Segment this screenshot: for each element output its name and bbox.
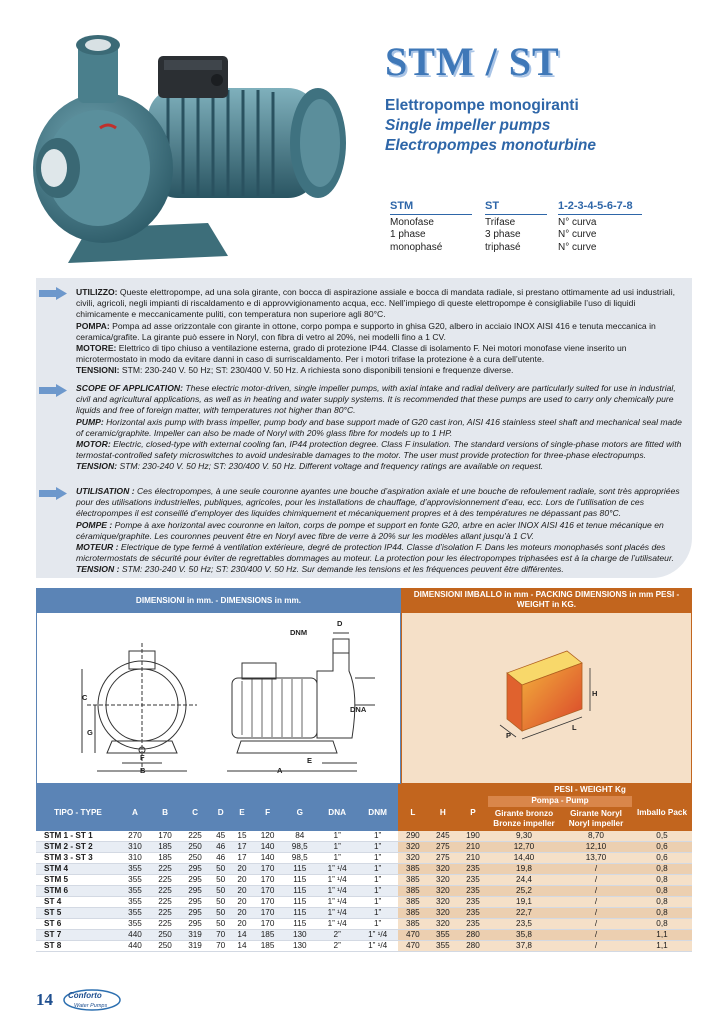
cell-h: 320 — [428, 919, 458, 930]
text-french — [76, 486, 686, 576]
th-d: D — [210, 796, 231, 831]
cell-b: 225 — [150, 864, 180, 875]
legend-curve — [558, 200, 642, 254]
cell-p: 235 — [458, 908, 488, 919]
label-f: F — [140, 753, 145, 762]
pompe-text: Pompe à axe horizontal avec couronne en laiton, corps de pompe et support en fonte G20, arbre en acier INOX AISI 416 et tenue mécanique en céramique/graphite. Les couronnes peuvent être en Noryl avec fibre de verre à 20% sur les modèles allant jusqu’à 1 CV. — [76, 519, 664, 541]
legend-stm-l2: 1 phase — [390, 229, 426, 240]
cell-b: 225 — [150, 897, 180, 908]
cell-d: 50 — [210, 919, 231, 930]
cell-c: 295 — [180, 908, 210, 919]
label-dna: DNA — [350, 705, 367, 714]
th-b: B — [150, 796, 180, 831]
cell-tipo: STM 6 — [36, 886, 120, 897]
cell-d: 50 — [210, 875, 231, 886]
cell-nr: / — [560, 897, 632, 908]
cell-e: 20 — [231, 886, 252, 897]
scope-text: These electric motor-driven, single impeller pumps, with axial intake and radial delivery are particularly suited for use in industrial, civil and agricultural applications, as well as in heating and water supply systems. It is recommended that these pumps are used to carry only chemically pure liquids and free of foreign matter, with temperatures not higher than 80°C. — [76, 383, 676, 416]
cell-pk: 0,8 — [632, 875, 692, 886]
cell-dna: 1” — [317, 842, 357, 853]
cell-nr: / — [560, 941, 632, 952]
cell-h: 275 — [428, 842, 458, 853]
pompe-heading: POMPE : — [76, 519, 113, 530]
cell-e: 15 — [231, 831, 252, 842]
cell-a: 355 — [120, 919, 150, 930]
cell-a: 440 — [120, 930, 150, 941]
legend-stm — [390, 200, 472, 254]
cell-dna: 1” ¹/4 — [317, 886, 357, 897]
cell-pk: 0,8 — [632, 919, 692, 930]
th-imballo: Imballo Pack — [632, 796, 692, 831]
label-c: C — [82, 693, 88, 702]
cell-b: 170 — [150, 831, 180, 842]
table-row — [36, 919, 692, 930]
logo-text: Conforto — [68, 991, 102, 1000]
arrow-icon — [38, 487, 68, 500]
pump-heading: PUMP: — [76, 416, 104, 427]
cell-dna: 1” ¹/4 — [317, 864, 357, 875]
cell-g: 115 — [283, 886, 317, 897]
cell-a: 355 — [120, 875, 150, 886]
cell-dnm: 1” — [357, 831, 397, 842]
th-l: L — [398, 796, 428, 831]
cell-l: 385 — [398, 919, 428, 930]
cell-a: 270 — [120, 831, 150, 842]
cell-p: 235 — [458, 886, 488, 897]
cell-d: 50 — [210, 886, 231, 897]
th-a: A — [120, 796, 150, 831]
legend-curve-l2: N° curve — [558, 229, 597, 240]
table-row — [36, 930, 692, 941]
pump-outline-drawing — [37, 613, 400, 783]
cell-nr: / — [560, 875, 632, 886]
cell-a: 310 — [120, 842, 150, 853]
cell-bz: 12,70 — [488, 842, 560, 853]
cell-p: 190 — [458, 831, 488, 842]
legend-st — [485, 200, 547, 254]
cell-l: 385 — [398, 864, 428, 875]
cell-bz: 22,7 — [488, 908, 560, 919]
cell-g: 84 — [283, 831, 317, 842]
arrow-icon — [38, 384, 68, 397]
table-row — [36, 842, 692, 853]
cell-f: 170 — [253, 919, 283, 930]
label-b: B — [140, 766, 146, 775]
cell-a: 355 — [120, 908, 150, 919]
cell-bz: 19,8 — [488, 864, 560, 875]
cell-l: 385 — [398, 897, 428, 908]
cell-d: 50 — [210, 864, 231, 875]
cell-c: 295 — [180, 886, 210, 897]
cell-a: 355 — [120, 897, 150, 908]
cell-e: 17 — [231, 842, 252, 853]
cell-e: 20 — [231, 864, 252, 875]
cell-c: 295 — [180, 897, 210, 908]
cell-dna: 2” — [317, 930, 357, 941]
cell-tipo: STM 2 - ST 2 — [36, 842, 120, 853]
cell-tipo: ST 5 — [36, 908, 120, 919]
cell-nr: / — [560, 886, 632, 897]
cell-d: 46 — [210, 842, 231, 853]
scope-heading: SCOPE OF APPLICATION: — [76, 383, 183, 393]
th-h: H — [428, 796, 458, 831]
label-p: P — [506, 731, 512, 740]
cell-l: 385 — [398, 886, 428, 897]
cell-c: 250 — [180, 842, 210, 853]
label-g: G — [87, 728, 93, 737]
cell-dnm: 1” — [357, 842, 397, 853]
cell-p: 280 — [458, 941, 488, 952]
cell-b: 185 — [150, 842, 180, 853]
tension-fr-text: STM: 230-240 V. 50 Hz; ST: 230/400 V. 50 Hz. Sur demande les tensions et les fréquences peuvent être différentes. — [119, 564, 564, 575]
dimensions-table — [36, 784, 692, 952]
cell-a: 440 — [120, 941, 150, 952]
cell-c: 295 — [180, 875, 210, 886]
dimension-drawing — [36, 612, 401, 784]
cell-d: 45 — [210, 831, 231, 842]
cell-e: 20 — [231, 919, 252, 930]
label-h: H — [592, 689, 598, 698]
cell-dnm: 1” — [357, 853, 397, 864]
cell-p: 210 — [458, 853, 488, 864]
page-number: 14 — [36, 990, 53, 1009]
cell-b: 225 — [150, 886, 180, 897]
table-row — [36, 853, 692, 864]
legend-curve-head: 1-2-3-4-5-6-7-8 — [558, 200, 642, 215]
cell-nr: / — [560, 908, 632, 919]
label-l: L — [572, 723, 577, 732]
label-e: E — [307, 756, 313, 765]
pompa-text: Pompa ad asse orizzontale con girante in ottone, corpo pompa e supporto in ghisa G20, albero in acciaio INOX AISI 416 e tenuta meccanica in ceramica/grafite. La girante può essere in Noryl, con fibra di vetro al 20%, nei modelli fino a 1 CV. — [76, 320, 656, 342]
legend-stm-head: STM — [390, 200, 472, 215]
table-row — [36, 897, 692, 908]
cell-bz: 19,1 — [488, 897, 560, 908]
table-row — [36, 908, 692, 919]
cell-dnm: 1” — [357, 886, 397, 897]
cell-bz: 24,4 — [488, 875, 560, 886]
moteur-text: Electrique de type fermé à ventilation extérieure, degré de protection IP44. Classe d’isolation F. Dans les moteurs monophasés sont placés des microtermostats de sécurité pour éviter de regrettables dommages au moteur. La protection pour les électropompes triphasées est à la charge de l’utilisateur. — [76, 542, 674, 564]
legend-curve-l3: N° curve — [558, 241, 597, 253]
cell-dnm: 1” — [357, 897, 397, 908]
motore-heading: MOTORE: — [76, 343, 117, 354]
th-pompa: Pompa - Pump — [488, 796, 632, 807]
th-noryl: Girante Noryl Noryl impeller — [560, 807, 632, 831]
cell-pk: 0,5 — [632, 831, 692, 842]
cell-nr: 12,10 — [560, 842, 632, 853]
motore-text: Elettrico di tipo chiuso a ventilazione esterna, grado di protezione IP44. Classe di isolamento F. Nei motori monofase viene inserito un microtermostato in modo da evitare danni in caso di surriscaldamento. Per i motori trifase la protezione è a cura dell’utente. — [76, 343, 627, 365]
cell-b: 250 — [150, 941, 180, 952]
cell-d: 50 — [210, 908, 231, 919]
cell-p: 235 — [458, 919, 488, 930]
cell-p: 235 — [458, 897, 488, 908]
label-a: A — [277, 766, 283, 775]
legend-st-l1: Trifase — [485, 216, 516, 228]
table-row — [36, 886, 692, 897]
legend-st-l2: 3 phase — [485, 229, 521, 240]
cell-g: 115 — [283, 864, 317, 875]
cell-p: 280 — [458, 930, 488, 941]
cell-p: 235 — [458, 864, 488, 875]
cell-l: 320 — [398, 853, 428, 864]
cell-f: 120 — [253, 831, 283, 842]
cell-g: 130 — [283, 941, 317, 952]
cell-bz: 35,8 — [488, 930, 560, 941]
cell-f: 170 — [253, 908, 283, 919]
moteur-heading: MOTEUR : — [76, 542, 119, 553]
th-e: E — [231, 796, 252, 831]
th-bronze: Girante bronzo Bronze impeller — [488, 807, 560, 831]
cell-h: 355 — [428, 930, 458, 941]
cell-dna: 1” — [317, 853, 357, 864]
cell-c: 295 — [180, 864, 210, 875]
cell-f: 140 — [253, 842, 283, 853]
cell-h: 275 — [428, 853, 458, 864]
cell-e: 20 — [231, 875, 252, 886]
th-f: F — [253, 796, 283, 831]
logo-subtext: Water Pumps — [74, 1003, 108, 1009]
cell-bz: 37,8 — [488, 941, 560, 952]
cell-f: 170 — [253, 886, 283, 897]
utilizzo-heading: UTILIZZO: — [76, 287, 118, 297]
cell-c: 319 — [180, 941, 210, 952]
cell-e: 20 — [231, 908, 252, 919]
legend-stm-l3: monophasé — [390, 241, 443, 253]
tension-text: STM: 230-240 V. 50 Hz; ST: 230/400 V. 50 Hz. Different voltage and frequency ratings are available on request. — [117, 461, 544, 472]
cell-f: 170 — [253, 864, 283, 875]
cell-tipo: STM 1 - ST 1 — [36, 831, 120, 842]
cell-l: 470 — [398, 941, 428, 952]
packing-box-illustration — [402, 613, 691, 783]
motor-heading: MOTOR: — [76, 439, 111, 450]
cell-g: 115 — [283, 908, 317, 919]
tension-fr-heading: TENSION : — [76, 564, 120, 575]
cell-g: 130 — [283, 930, 317, 941]
table-row — [36, 875, 692, 886]
cell-tipo: ST 8 — [36, 941, 120, 952]
cell-pk: 1,1 — [632, 930, 692, 941]
cell-d: 46 — [210, 853, 231, 864]
label-d: D — [337, 619, 343, 628]
cell-c: 319 — [180, 930, 210, 941]
cell-pk: 0,8 — [632, 886, 692, 897]
th-p: P — [458, 796, 488, 831]
cell-tipo: STM 3 - ST 3 — [36, 853, 120, 864]
cell-f: 140 — [253, 853, 283, 864]
cell-h: 320 — [428, 875, 458, 886]
cell-b: 225 — [150, 875, 180, 886]
cell-f: 185 — [253, 941, 283, 952]
cell-nr: / — [560, 864, 632, 875]
cell-l: 320 — [398, 842, 428, 853]
subtitle-italian: Elettropompe monogiranti — [385, 97, 579, 114]
cell-p: 235 — [458, 875, 488, 886]
cell-e: 20 — [231, 897, 252, 908]
th-pesi: PESI - WEIGHT Kg — [488, 784, 692, 796]
cell-g: 115 — [283, 875, 317, 886]
cell-pk: 1,1 — [632, 941, 692, 952]
cell-bz: 14,40 — [488, 853, 560, 864]
cell-c: 295 — [180, 919, 210, 930]
cell-f: 170 — [253, 897, 283, 908]
cell-pk: 0,6 — [632, 853, 692, 864]
cell-e: 14 — [231, 930, 252, 941]
arrow-icon — [38, 287, 68, 300]
cell-dnm: 1” ¹/4 — [357, 941, 397, 952]
utilisation-heading: UTILISATION : — [76, 486, 135, 496]
legend-stm-l1: Monofase — [390, 216, 434, 228]
cell-l: 470 — [398, 930, 428, 941]
cell-b: 185 — [150, 853, 180, 864]
cell-c: 225 — [180, 831, 210, 842]
tensioni-text: STM: 230-240 V. 50 Hz; ST: 230/400 V. 50 Hz. A richiesta sono disponibili tensioni e frequenze diverse. — [119, 365, 514, 376]
cell-nr: / — [560, 919, 632, 930]
subtitle-french: Electropompes monoturbine — [385, 137, 596, 154]
utilisation-text: Ces électropompes, à une seule couronne ayantes une bouche d’aspiration axiale et une bouche de refoulement radiale, sont très appropriées pour des utilisations industrielles, publiques, agricoles, pour les installations de chauffage, d’approvisionnement d’eau, ecc. Lors de l’utilisation de ces électropompes il est conseillé d’employer des liquides chimiquement et mécaniquement propres et à des températures ne dépassant pas 80°C. — [76, 486, 680, 519]
cell-l: 385 — [398, 875, 428, 886]
cell-dna: 1” — [317, 831, 357, 842]
cell-h: 320 — [428, 908, 458, 919]
cell-b: 250 — [150, 930, 180, 941]
cell-dnm: 1” — [357, 864, 397, 875]
cell-dna: 1” ¹/4 — [317, 908, 357, 919]
packing-header: DIMENSIONI IMBALLO in mm - PACKING DIMENSIONS in mm PESI - WEIGHT in KG. — [401, 588, 692, 612]
cell-bz: 9,30 — [488, 831, 560, 842]
cell-dna: 1” ¹/4 — [317, 875, 357, 886]
cell-e: 14 — [231, 941, 252, 952]
cell-g: 115 — [283, 919, 317, 930]
cell-dnm: 1” — [357, 875, 397, 886]
cell-d: 70 — [210, 930, 231, 941]
cell-pk: 0,6 — [632, 842, 692, 853]
cell-f: 170 — [253, 875, 283, 886]
cell-a: 355 — [120, 886, 150, 897]
cell-a: 310 — [120, 853, 150, 864]
cell-b: 225 — [150, 919, 180, 930]
cell-h: 320 — [428, 897, 458, 908]
cell-g: 98,5 — [283, 853, 317, 864]
table-row — [36, 831, 692, 842]
cell-dna: 1” ¹/4 — [317, 897, 357, 908]
pump-text: Horizontal axis pump with brass impeller, pump body and base support made of G20 cast iron, AISI 416 stainless steel shaft and mechanical seal made of ceramic/graphite. Impeller can also be made of Noryl with 20% glass fibre for models up to 1 HP. — [76, 416, 682, 438]
pump-photo — [28, 18, 373, 273]
cell-dnm: 1” — [357, 908, 397, 919]
cell-p: 210 — [458, 842, 488, 853]
tensioni-heading: TENSIONI: — [76, 365, 120, 376]
th-g: G — [283, 796, 317, 831]
cell-h: 320 — [428, 886, 458, 897]
th-c: C — [180, 796, 210, 831]
cell-tipo: STM 4 — [36, 864, 120, 875]
cell-bz: 23,5 — [488, 919, 560, 930]
legend-st-l3: triphasé — [485, 241, 521, 253]
cell-b: 225 — [150, 908, 180, 919]
cell-e: 17 — [231, 853, 252, 864]
cell-tipo: STM 5 — [36, 875, 120, 886]
th-dnm: DNM — [357, 796, 397, 831]
cell-pk: 0,8 — [632, 908, 692, 919]
subtitle-english: Single impeller pumps — [385, 117, 551, 134]
cell-h: 320 — [428, 864, 458, 875]
cell-d: 50 — [210, 897, 231, 908]
cell-bz: 25,2 — [488, 886, 560, 897]
cell-l: 290 — [398, 831, 428, 842]
text-english — [76, 383, 686, 473]
cell-d: 70 — [210, 941, 231, 952]
table-row — [36, 941, 692, 952]
cell-nr: / — [560, 930, 632, 941]
table-row — [36, 864, 692, 875]
text-italian — [76, 287, 686, 377]
dimensions-header: DIMENSIONI in mm. - DIMENSIONS in mm. — [36, 588, 401, 612]
utilizzo-text: Queste elettropompe, ad una sola girante, con bocca di aspirazione assiale e bocca di mandata radiale, si prestano ottimamente ad usi industriali, civili, agricoli, negli impianti di riscaldamento e di approvvigionamento acqua, ecc. Nell’impiego di queste elettropompe è consigliabile l’uso di liquidi chimicamente e meccanicamente puliti, con temperatura non superiore agli 80°C. — [76, 287, 676, 320]
cell-dna: 2” — [317, 941, 357, 952]
cell-tipo: ST 4 — [36, 897, 120, 908]
label-dnm: DNM — [290, 628, 308, 637]
tension-heading: TENSION: — [76, 461, 118, 472]
page-title: STM / ST — [385, 39, 560, 84]
cell-c: 250 — [180, 853, 210, 864]
cell-tipo: ST 6 — [36, 919, 120, 930]
th-tipo: TIPO - TYPE — [36, 796, 120, 831]
cell-dna: 1” ¹/4 — [317, 919, 357, 930]
cell-g: 98,5 — [283, 842, 317, 853]
cell-h: 355 — [428, 941, 458, 952]
cell-dnm: 1” ¹/4 — [357, 930, 397, 941]
packing-drawing — [401, 612, 692, 784]
legend-curve-l1: N° curva — [558, 216, 597, 228]
cell-pk: 0,8 — [632, 897, 692, 908]
pompa-heading: POMPA: — [76, 320, 110, 331]
cell-tipo: ST 7 — [36, 930, 120, 941]
cell-dnm: 1” — [357, 919, 397, 930]
cell-a: 355 — [120, 864, 150, 875]
cell-f: 185 — [253, 930, 283, 941]
legend-st-head: ST — [485, 200, 547, 215]
cell-nr: 13,70 — [560, 853, 632, 864]
cell-g: 115 — [283, 897, 317, 908]
cell-pk: 0,8 — [632, 864, 692, 875]
motor-text: Electric, closed-type with external cooling fan, IP44 protection degree. Class F insulation. The standard versions of single-phase motors are fitted with termostat-controlled safety microswitches to avoid undesirable damages to the motor. The user must provide protection for three-phase electropumps. — [76, 439, 682, 461]
cell-h: 245 — [428, 831, 458, 842]
th-dna: DNA — [317, 796, 357, 831]
cell-l: 385 — [398, 908, 428, 919]
cell-nr: 8,70 — [560, 831, 632, 842]
